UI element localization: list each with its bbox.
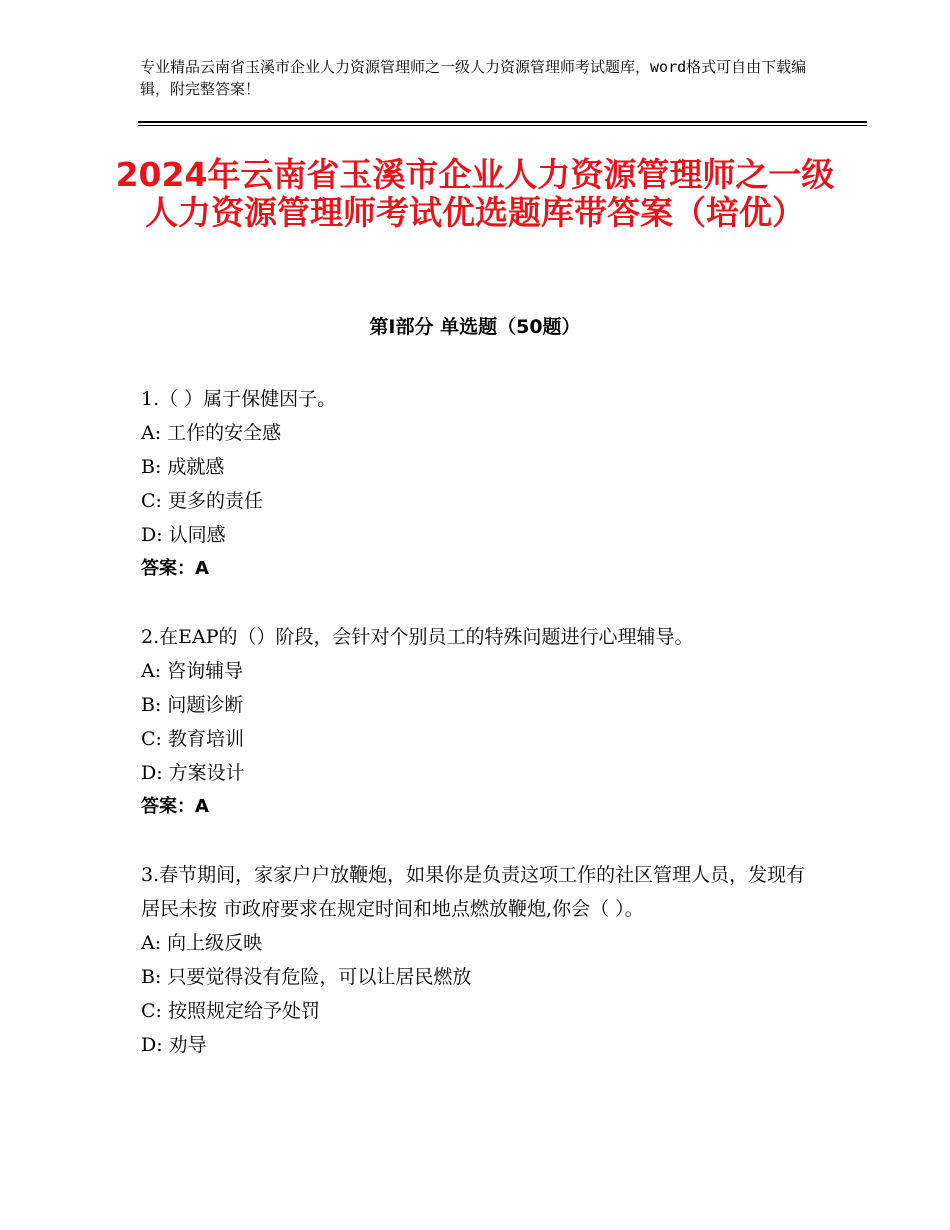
option-b: B: 成就感 — [141, 456, 225, 478]
header-rule-thin — [138, 125, 867, 126]
option-d: D: 劝导 — [141, 1034, 207, 1056]
option-a: A: 工作的安全感 — [141, 422, 282, 444]
question-3 — [141, 858, 821, 1062]
option-a: A: 咨询辅导 — [141, 660, 244, 682]
section-title: 第Ⅰ部分 单选题（50题） — [369, 316, 581, 338]
question-2 — [141, 620, 821, 824]
question-stem: 1.（ ）属于保健因子。 — [141, 388, 337, 410]
question-stem: 3.春节期间，家家户户放鞭炮，如果你是负责这项工作的社区管理人员，发现有居民未按 市政府要求在规定时间和地点燃放鞭炮,你会（ ）。 — [141, 864, 806, 920]
header-rule-thick — [138, 121, 867, 123]
question-stem: 2.在EAP的（）阶段，会针对个别员工的特殊问题进行心理辅导。 — [141, 626, 694, 648]
option-b: B: 问题诊断 — [141, 694, 244, 716]
answer: 答案：A — [141, 558, 209, 579]
option-c: C: 教育培训 — [141, 728, 244, 750]
option-c: C: 按照规定给予处罚 — [141, 1000, 320, 1022]
option-d: D: 方案设计 — [141, 762, 245, 784]
option-c: C: 更多的责任 — [141, 490, 263, 512]
option-b: B: 只要觉得没有危险，可以让居民燃放 — [141, 966, 472, 988]
question-1 — [141, 382, 821, 586]
option-d: D: 认同感 — [141, 524, 226, 546]
header-note: 专业精品云南省玉溪市企业人力资源管理师之一级人力资源管理师考试题库，word格式可自由下载编辑，附完整答案！ — [140, 58, 807, 98]
option-a: A: 向上级反映 — [141, 932, 263, 954]
question-list — [141, 382, 821, 1096]
document-title: 2024年云南省玉溪市企业人力资源管理师之一级人力资源管理师考试优选题库带答案（培优） — [115, 155, 835, 232]
answer: 答案：A — [141, 796, 209, 817]
